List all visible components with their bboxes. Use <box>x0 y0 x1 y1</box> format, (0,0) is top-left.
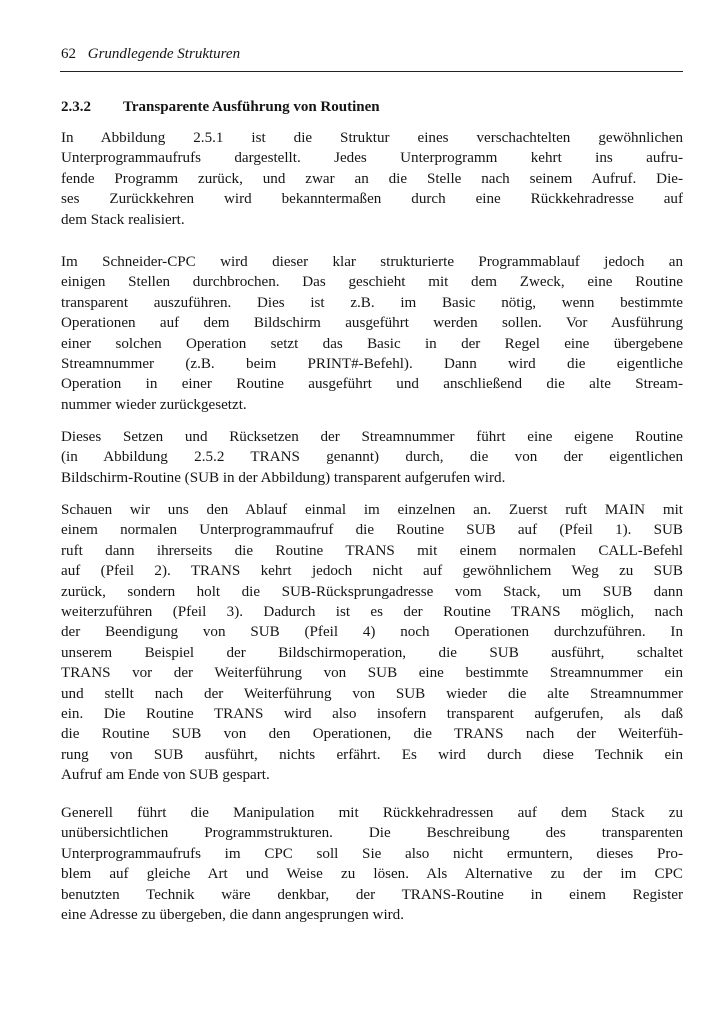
text-line: einigen Stellen durchbrochen. Das geschieht mit dem Zweck, eine Routine <box>61 274 683 291</box>
text-line: und stellt nach der Weiterführung von SUB wieder die alte Streamnummer <box>61 685 683 702</box>
section-number: 2.3.2 <box>61 99 91 115</box>
text-line: die Routine SUB von den Operationen, die TRANS nach der Weiterfüh- <box>61 726 683 743</box>
text-line: Im Schneider-CPC wird dieser klar strukturierte Programmablauf jedoch an <box>61 254 683 270</box>
running-title: Grundlegende Strukturen <box>87 46 241 62</box>
paragraph-2 <box>61 252 683 415</box>
text-line: unserem Beispiel der Bildschirmoperation, die SUB ausführt, schaltet <box>61 644 683 661</box>
text-line: einem normalen Unterprogrammaufruf die Routine SUB auf (Pfeil 1). SUB <box>61 522 683 539</box>
text-line: Streamnummer (z.B. beim PRINT#-Befehl). Dann wird die eigentliche <box>61 355 683 372</box>
paragraph-3 <box>61 427 683 488</box>
text-line: ses Zurückkehren wird bekanntermaßen durch eine Rückkehradresse auf <box>61 191 683 208</box>
section-title: Transparente Ausführung von Routinen <box>123 99 380 115</box>
text-line: Schauen wir uns den Ablauf einmal im einzelnen an. Zuerst ruft MAIN mit <box>61 502 683 518</box>
paragraph-1 <box>61 128 683 230</box>
text-line: (in Abbildung 2.5.2 TRANS genannt) durch, die von der eigentlichen <box>61 449 683 466</box>
header-rule <box>60 71 683 72</box>
paragraph-5 <box>61 803 683 925</box>
text-line: Dieses Setzen und Rücksetzen der Streamnummer führt eine eigene Routine <box>61 429 683 445</box>
text-line: weiterzuführen (Pfeil 3). Dadurch ist es der Routine TRANS möglich, nach <box>61 603 683 620</box>
text-line: In Abbildung 2.5.1 ist die Struktur eines verschachtelten gewöhnlichen <box>61 130 683 146</box>
text-line: nummer wieder zurückgesetzt. <box>61 396 247 413</box>
text-line: Operationen auf dem Bildschirm ausgeführt werden sollen. Vor Ausführung <box>61 315 683 332</box>
text-line: dem Stack realisiert. <box>61 211 185 228</box>
text-line: der Beendigung von SUB (Pfeil 4) noch Operationen durchzuführen. In <box>61 624 683 641</box>
text-line: blem auf gleiche Art und Weise zu lösen. Als Alternative zu der im CPC <box>61 866 683 883</box>
text-line: einer solchen Operation setzt das Basic in der Regel eine übergebene <box>61 335 683 352</box>
text-line: fende Programm zurück, und zwar an die Stelle nach seinem Aufruf. Die- <box>61 170 683 187</box>
text-line: rung von SUB ausführt, nichts erfährt. Es wird durch diese Technik ein <box>61 746 683 763</box>
text-line: transparent auszuführen. Dies ist z.B. im Basic nötig, wenn bestimmte <box>61 294 683 311</box>
text-line: Aufruf am Ende von SUB gespart. <box>61 767 270 784</box>
text-line: Unterprogrammaufrufs im CPC soll Sie also nicht ermuntern, dieses Pro- <box>61 845 683 862</box>
text-line: Bildschirm-Routine (SUB in der Abbildung) transparent aufgerufen wird. <box>61 469 506 486</box>
text-line: zurück, sondern holt die SUB-Rücksprungadresse vom Stack, um SUB dann <box>61 583 683 600</box>
text-line: Operation in einer Routine ausgeführt und anschließend die alte Stream- <box>61 376 683 393</box>
text-line: ein. Die Routine TRANS wird also insofern transparent aufgerufen, als daß <box>61 705 683 722</box>
section-heading <box>61 99 380 116</box>
paragraph-4 <box>61 500 683 785</box>
running-header <box>61 46 681 63</box>
text-line: TRANS vor der Weiterführung von SUB eine bestimmte Streamnummer ein <box>61 665 683 682</box>
text-line: benutzten Technik wäre denkbar, der TRANS-Routine in einem Register <box>61 886 683 903</box>
text-line: ruft dann ihrerseits die Routine TRANS mit einem normalen CALL-Befehl <box>61 542 683 559</box>
text-line: eine Adresse zu übergeben, die dann angesprungen wird. <box>61 906 404 923</box>
text-line: unübersichtlichen Programmstrukturen. Die Beschreibung des transparenten <box>61 825 683 842</box>
text-line: auf (Pfeil 2). TRANS kehrt jedoch nicht auf gewöhnlichem Weg zu SUB <box>61 563 683 580</box>
text-line: Generell führt die Manipulation mit Rückkehradressen auf dem Stack zu <box>61 805 683 821</box>
page-number: 62 <box>61 46 76 62</box>
text-line: Unterprogrammaufrufs dargestellt. Jedes Unterprogramm kehrt ins aufru- <box>61 150 683 167</box>
